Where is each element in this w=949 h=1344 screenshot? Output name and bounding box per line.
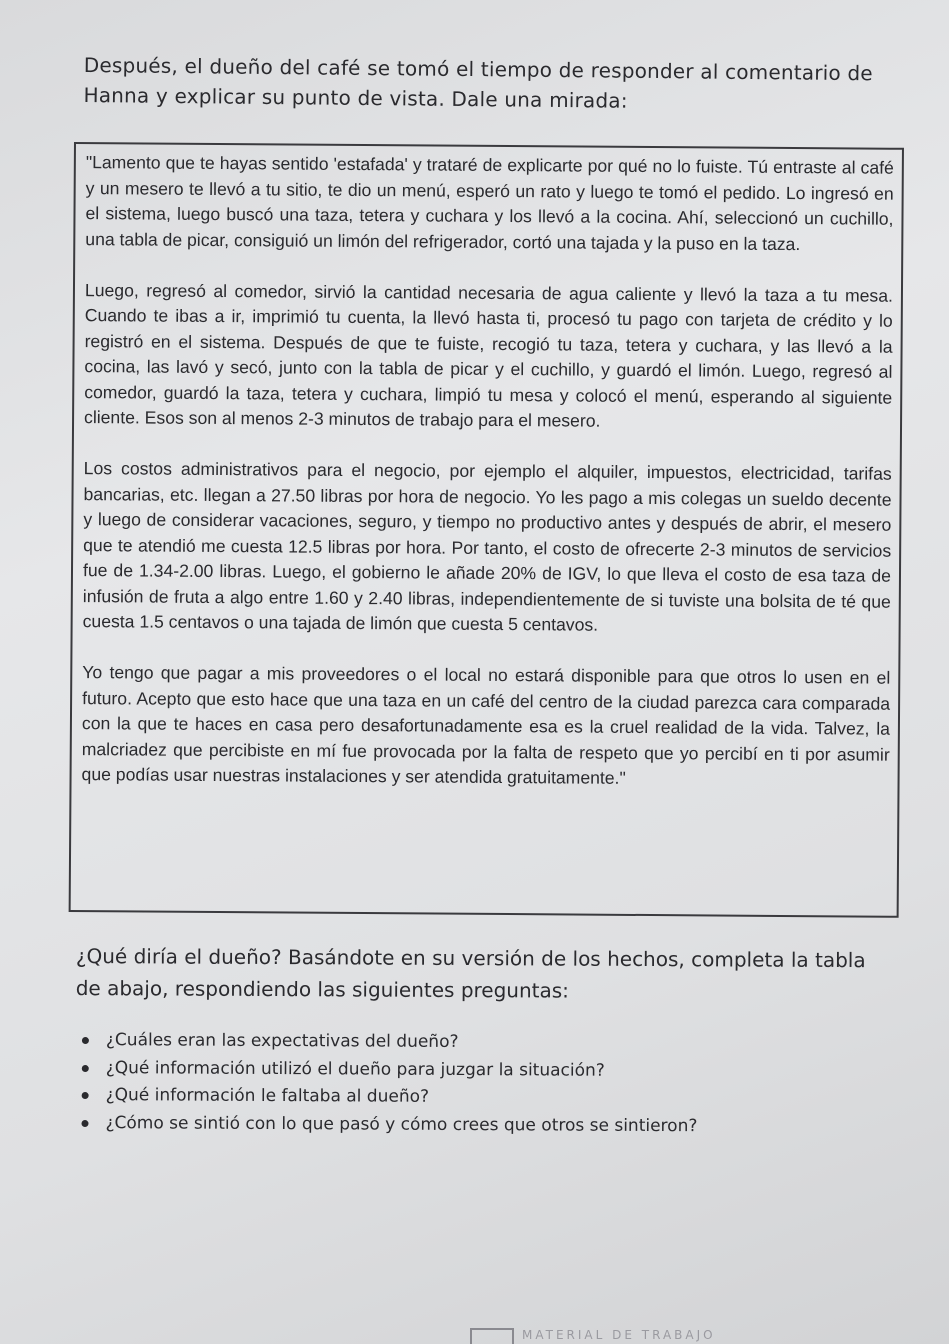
list-item-text: ¿Qué información le faltaba al dueño? [105, 1085, 430, 1107]
bullet-icon [81, 1120, 88, 1127]
intro-text: Después, el dueño del café se tomó el tiempo de responder al comentario de Hanna y explicar su punto de vista. Dale una mirada: [83, 52, 874, 113]
list-item [80, 1027, 860, 1059]
bullet-icon [82, 1037, 89, 1044]
bullet-icon [82, 1092, 89, 1099]
list-item [79, 1109, 859, 1141]
quote-paragraph: Los costos administrativos para el negocio, por ejemplo el alquiler, impuestos, electricidad, tarifas bancarias, etc. llegan a 27.50 libras por hora de negocio. Yo les pago a mis colegas un sueldo decente y luego de considerar vacaciones, seguro, y tiempo no productivo antes y después de abrir, el mesero que te atendió me cuesta 12.5 libras por hora. Por tanto, el costo de ofrecerte 2-3 minutos de servicios fue de 1.34-2.00 libras. Luego, el gobierno le añade 20% de IGV, lo que lleva el costo de esa taza de infusión de fruta a algo entre 1.60 y 2.40 libras, independientemente de si tuviste una bolsita de té que cuesta 1.5 centavos o una tajada de limón que cuesta 5 centavos. [82, 458, 892, 635]
footer-box-icon [470, 1328, 514, 1344]
list-item-text: ¿Qué información utilizó el dueño para juzgar la situación? [105, 1057, 605, 1081]
quote-paragraph: Luego, regresó al comedor, sirvió la cantidad necesaria de agua caliente y llevó la taza a tu mesa. Cuando te ibas a ir, imprimió tu cuenta, la llevó hasta ti, procesó tu pago con tarjeta de crédito y lo registró en el sistema. Después de que te fuiste, recogió tu taza, tetera y cuchara, y las llevó a la cocina, las lavó y secó, junto con la tabla de picar y el cuchillo, y guardó el limón. Luego, regresó al comedor, guardó la taza, tetera y cuchara, limpió tu mesa y colocó el menú, esperando al siguiente cliente. Esos son al menos 2-3 minutos de trabajo para el mesero. [84, 279, 894, 431]
quote-body [81, 150, 893, 793]
question-list [79, 1027, 860, 1141]
quote-box [69, 142, 904, 918]
question-text: ¿Qué diría el dueño? Basándote en su versión de los hechos, completa la tabla de abajo, respondiendo las siguientes preguntas: [75, 943, 866, 1003]
bullet-icon [82, 1065, 89, 1072]
quote-paragraph: "Lamento que te hayas sentido 'estafada' y trataré de explicarte por qué no lo fuiste. Tú entraste al café y un mesero te llevó a tu sitio, te dio un menú, esperó un rato y luego te tomó el pedido. Lo ingresó en el sistema, luego buscó una taza, tetera y cuchara y los llevó a la cocina. Ahí, seleccionó un cuchillo, una tabla de picar, consiguió un limón del refrigerador, cortó una tajada y la puso en la taza. [85, 152, 894, 254]
list-item [80, 1054, 860, 1086]
list-item-text: ¿Cómo se sintió con lo que pasó y cómo crees que otros se sintieron? [105, 1112, 698, 1136]
list-item [80, 1082, 860, 1114]
footer-text: MATERIAL DE TRABAJO [522, 1328, 716, 1342]
quote-paragraph: Yo tengo que pagar a mis proveedores o el local no estará disponible para que otros lo usen en el futuro. Acepto que esto hace que una taza en un café del centro de la ciudad parezca cara comparada con la que te haces en casa pero desafortunadamente esa es la cruel realidad de la vida. Talvez, la malcriadez que percibiste en mí fue provocada por la falta de respeto que yo percibí en ti por asumir que podías usar nuestras instalaciones y ser atendida gratuitamente." [81, 662, 891, 788]
list-item-text: ¿Cuáles eran las expectativas del dueño? [105, 1030, 459, 1052]
footer-mark [470, 1322, 770, 1344]
